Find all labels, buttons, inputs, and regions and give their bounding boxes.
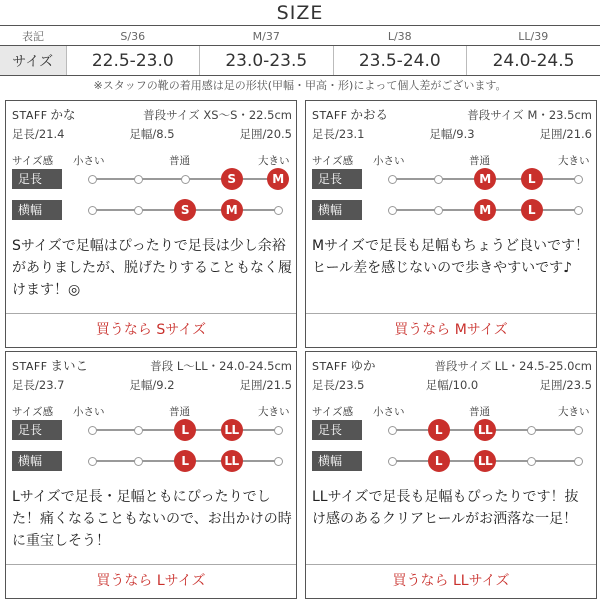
staff-card [5,351,297,599]
length-scale-dot [388,175,397,184]
width-selected-marker: LL [474,450,496,472]
size-table-value-cell: 22.5-23.0 [66,46,200,76]
length-selected-marker: L [521,168,543,190]
cta-divider [306,313,596,314]
scale-title: サイズ感 [312,406,354,418]
width-selected-marker: M [221,199,243,221]
size-table-value-cell: 24.0-24.5 [467,46,600,76]
measurements-row [12,126,292,142]
staff-comment: Mサイズで足長も足幅もちょうど良いです！ヒール差を感じないので歩きやすいです♪ [312,238,589,276]
recommended-size: 買うなら Sサイズ [95,322,207,338]
measurement-length: 足長/23.5 [312,378,365,392]
size-table-header-cell: 表記 [22,30,44,43]
size-table-value-cell: 23.0-23.5 [200,46,334,76]
title-divider [0,25,600,26]
size-table-header-row [0,28,600,46]
length-scale-dot [388,426,397,435]
size-table-header-cell: S/36 [120,30,146,43]
length-scale-dot [274,426,283,435]
width-selected-marker: S [174,199,196,221]
length-selected-marker: L [174,419,196,441]
scale-header [306,153,596,169]
scale-header [6,404,296,420]
cta-divider [6,313,296,314]
size-table-header-cell: M/37 [252,30,280,43]
measurement-width: 足幅/9.3 [429,127,475,141]
width-row-label: 横幅 [312,200,362,220]
size-table-value-cell: 23.5-24.0 [333,46,467,76]
measurement-width: 足幅/8.5 [129,127,175,141]
length-selected-marker: L [428,419,450,441]
scale-small-label: 小さい [373,406,405,418]
usual-size: 普段 L〜LL・24.0-24.5cm [150,359,292,373]
staff-label: STAFF [12,360,48,373]
staff-row [12,106,292,124]
fit-note: ※スタッフの靴の着用感は足の形状(甲幅・甲高・形)によって個人差がございます。 [93,79,507,92]
size-table-header-cell: L/38 [387,30,412,43]
scale-large-label: 大きい [558,155,590,167]
usual-size: 普段サイズ XS〜S・22.5cm [143,108,292,122]
width-selected-marker: L [428,450,450,472]
width-selected-marker: M [474,199,496,221]
length-selected-marker: M [267,168,289,190]
width-scale-dot [88,457,97,466]
length-row-label: 足長 [312,420,362,440]
measurement-girth: 足囲/20.5 [239,127,292,141]
staff-row [12,357,292,375]
recommended-size: 買うなら LLサイズ [392,573,510,589]
staff-comment: Lサイズで足長・足幅ともにぴったりでした！痛くなることもないので、お出かけの時に重宝しそう！ [12,489,292,549]
length-scale-dot [181,175,190,184]
size-table-header-cell: LL/39 [518,30,549,43]
scale-title: サイズ感 [312,155,354,167]
length-selected-marker: S [221,168,243,190]
measurement-girth: 足囲/21.6 [539,127,592,141]
recommended-size: 買うなら Lサイズ [96,573,206,589]
measurement-length: 足長/23.1 [312,127,365,141]
measurement-width: 足幅/10.0 [425,378,479,392]
recommended-size: 買うなら Mサイズ [394,322,508,338]
scale-large-label: 大きい [258,155,290,167]
width-scale-dot [527,457,536,466]
usual-size: 普段サイズ LL・24.5-25.0cm [434,359,592,373]
cta-divider [306,564,596,565]
staff-row [312,106,592,124]
width-scale-dot [134,457,143,466]
staff-name: かな [50,107,76,122]
width-scale-dot [274,457,283,466]
length-scale-dot [88,426,97,435]
width-scale-dot [274,206,283,215]
measurements-row [312,126,592,142]
scale-title: サイズ感 [12,155,54,167]
scale-normal-label: 普通 [469,406,490,418]
staff-name: まいこ [50,358,89,373]
scale-header [306,404,596,420]
length-selected-marker: LL [221,419,243,441]
measurements-row [12,377,292,393]
length-scale-dot [574,426,583,435]
scale-small-label: 小さい [373,155,405,167]
width-selected-marker: L [174,450,196,472]
width-scale-dot [388,206,397,215]
scale-header [6,153,296,169]
staff-card [305,351,597,599]
length-scale-dot [88,175,97,184]
length-selected-marker: LL [474,419,496,441]
measurement-width: 足幅/9.2 [129,378,175,392]
width-row-label: 横幅 [12,200,62,220]
staff-comment: LLサイズで足長も足幅もぴったりです！抜け感のあるクリアヒールがお洒落な一足！ [312,489,579,527]
staff-row [312,357,592,375]
cta-divider [6,564,296,565]
length-scale-dot [434,175,443,184]
size-title: SIZE [276,2,324,24]
length-scale-dot [134,175,143,184]
width-row-label: 横幅 [12,451,62,471]
measurements-row [312,377,592,393]
width-scale-dot [388,457,397,466]
width-scale-dot [574,206,583,215]
scale-normal-label: 普通 [169,406,190,418]
scale-small-label: 小さい [73,406,105,418]
measurement-girth: 足囲/21.5 [239,378,292,392]
width-scale-dot [134,206,143,215]
staff-label: STAFF [312,109,348,122]
length-row-label: 足長 [312,169,362,189]
staff-name: ゆか [350,358,376,373]
measurement-length: 足長/23.7 [12,378,65,392]
size-table-value-row [0,46,600,76]
length-scale-dot [574,175,583,184]
scale-normal-label: 普通 [169,155,190,167]
width-selected-marker: LL [221,450,243,472]
length-row-label: 足長 [12,169,62,189]
length-selected-marker: M [474,168,496,190]
size-table-row-label: サイズ [0,46,66,76]
width-row-label: 横幅 [312,451,362,471]
scale-large-label: 大きい [558,406,590,418]
width-scale-dot [88,206,97,215]
staff-name: かおる [350,107,389,122]
scale-normal-label: 普通 [469,155,490,167]
scale-large-label: 大きい [258,406,290,418]
measurement-girth: 足囲/23.5 [539,378,592,392]
width-scale-dot [574,457,583,466]
size-table [0,28,600,76]
length-row-label: 足長 [12,420,62,440]
length-scale-dot [527,426,536,435]
staff-card [5,100,297,348]
width-selected-marker: L [521,199,543,221]
staff-label: STAFF [312,360,348,373]
usual-size: 普段サイズ M・23.5cm [467,108,592,122]
length-scale-dot [134,426,143,435]
scale-small-label: 小さい [73,155,105,167]
width-scale-dot [434,206,443,215]
scale-title: サイズ感 [12,406,54,418]
staff-comment: Sサイズで足幅はぴったりで足長は少し余裕がありましたが、脱げたりすることもなく履けます！◎ [12,238,292,298]
staff-card [305,100,597,348]
measurement-length: 足長/21.4 [12,127,65,141]
staff-label: STAFF [12,109,48,122]
